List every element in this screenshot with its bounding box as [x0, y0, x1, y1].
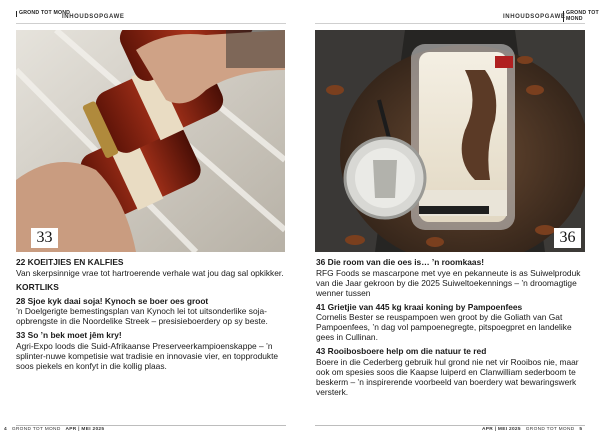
mascarpone-illustration [315, 30, 585, 252]
page-number-badge: 33 [31, 228, 58, 248]
footer-divider [16, 425, 286, 426]
toc-entry-summary: Van skerpsinnige vrae tot hartroerende verhale wat jou dag sal opkikker. [16, 267, 284, 278]
toc-entry-heading: 28 Sjoe kyk daai soja! Kynoch se boer oes groot [16, 295, 209, 306]
footer-brand: GROND TOT MOND [11, 427, 61, 432]
toc-entry[interactable] [316, 302, 588, 343]
toc-left-column [16, 257, 292, 375]
jars-illustration [16, 30, 285, 252]
toc-entry[interactable] [16, 296, 292, 327]
toc-entry-heading: 43 Rooibosboere help om die natuur te red [316, 346, 487, 356]
section-label: INHOUDSOPGAWE [62, 14, 125, 20]
page-footer-right [482, 427, 582, 432]
toc-entry-heading: 33 So ’n bek moet jêm kry! [16, 330, 122, 340]
toc-entry-summary: Agri-Expo loods die Suid-Afrikaanse Preserveerkampioenskappe – ’n splinter-nuwe kompetisie wat tradisie en innovasie vier, en topprodukte soos piekels en konfyt in die kollig plaas. [16, 340, 279, 371]
toc-entry-summary: ’n Doelgerigte bemestingsplan van Kynoch lei tot uitsonderlike soja-opbrengste in die Noordelike Streek – presisieboerdery op sy beste. [16, 306, 268, 326]
toc-entry[interactable] [316, 346, 588, 397]
footer-divider [315, 425, 585, 426]
footer-brand: GROND TOT MOND [525, 427, 575, 432]
page-number-badge: 36 [554, 228, 581, 248]
footer-page-number: 4 [4, 427, 7, 432]
toc-entry-summary: Cornelis Bester se reuspampoen wen groot by die Goliath van Gat Pampoenfees, ’n dag vol pampoenegregte, pitspoegpret en landelike gees in Cullinan. [316, 312, 572, 342]
header-divider [315, 23, 585, 24]
page-footer-left [4, 427, 104, 432]
toc-entry-summary: RFG Foods se mascarpone met vye en pekanneute is as Suiwelproduk van die Jaar gekroon by die 2025 Suiweltoekennings – ’n droomagtige wenner tussen [316, 267, 581, 298]
section-label: INHOUDSOPGAWE [503, 14, 566, 20]
toc-entry[interactable] [16, 330, 292, 371]
toc-entry-summary: Boere in die Cederberg gebruik hul grond nie net vir Rooibos nie, maar ook om spesies soos die Kaapse luiperd en Clanwilliam sederboom te beskerm – ’n inspirerende voorbeeld van boerdery wat bewaringswerk versterk. [316, 356, 579, 397]
brand-logo: GROND TOT MOND [563, 11, 600, 22]
toc-entry-heading: 41 Grietjie van 445 kg kraai koning by Pampoenfees [316, 301, 523, 312]
footer-issue: APR | MEI 2025 [65, 427, 105, 432]
header-divider [16, 23, 286, 24]
footer-issue: APR | MEI 2025 [482, 427, 521, 432]
photo-mascarpone-medal [315, 30, 585, 252]
toc-entry[interactable] [16, 257, 292, 278]
toc-entry-heading: 36 Die room van die oes is… ’n roomkaas! [316, 257, 485, 267]
brand-logo: GROND TOT MOND [16, 11, 70, 17]
toc-entry[interactable] [316, 257, 588, 298]
toc-right-column [316, 257, 588, 401]
footer-page-number: 5 [579, 427, 583, 432]
toc-entry-heading: 22 KOEITJIES EN KALFIES [16, 257, 124, 267]
section-heading: KORTLIKS [16, 281, 59, 292]
photo-preserve-jars [16, 30, 285, 252]
